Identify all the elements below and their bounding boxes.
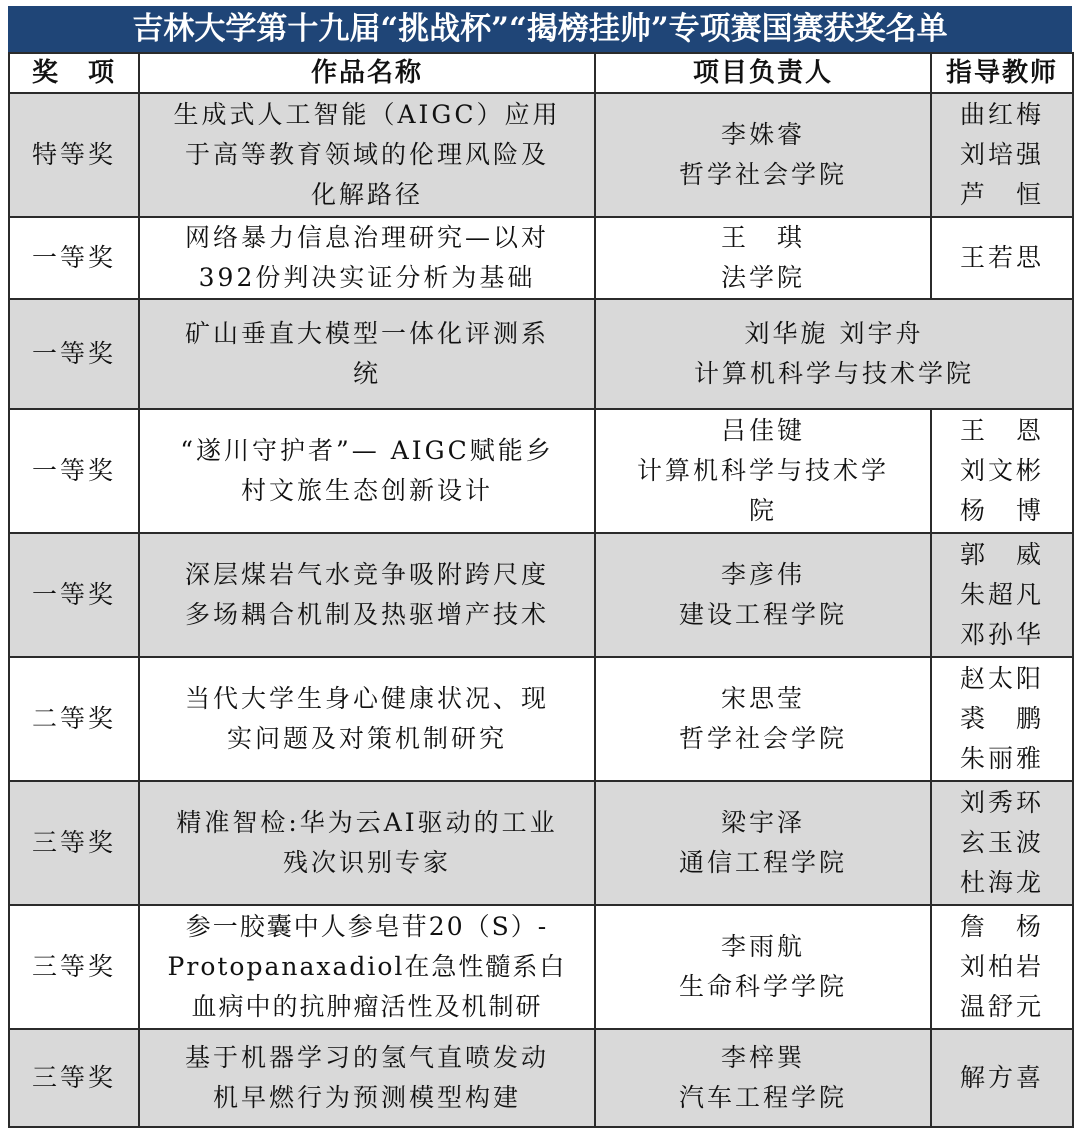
work-line: 当代大学生身心健康状况、现 xyxy=(184,684,549,713)
leader-name: 王 琪 xyxy=(720,223,805,252)
table-row xyxy=(9,217,1073,299)
teacher-name: 刘文彬 xyxy=(959,456,1044,485)
leader-college: 通信工程学院 xyxy=(678,848,847,877)
work-line: 精准智检:华为云AI驱动的工业 xyxy=(176,808,558,837)
teacher-name: 刘秀环 xyxy=(959,788,1044,817)
award-cell: 二等奖 xyxy=(9,657,139,781)
table-row xyxy=(9,781,1073,905)
award-cell: 一等奖 xyxy=(9,533,139,657)
work-cell xyxy=(139,533,595,657)
work-line: 化解路径 xyxy=(310,180,423,209)
teacher-name: 温舒元 xyxy=(959,992,1044,1021)
leader-cell xyxy=(595,533,931,657)
teacher-name: 玄玉波 xyxy=(959,828,1044,857)
work-line: 矿山垂直大模型一体化评测系 xyxy=(184,319,549,348)
leader-name: 李雨航 xyxy=(720,932,805,961)
teacher-name: 芦 恒 xyxy=(959,180,1044,209)
header-row xyxy=(9,53,1073,93)
work-line: 村文旅生态创新设计 xyxy=(240,476,493,505)
leader-cell xyxy=(595,93,931,217)
teacher-name: 裘 鹏 xyxy=(959,704,1044,733)
teacher-cell xyxy=(931,93,1073,217)
teacher-cell xyxy=(931,781,1073,905)
leader-college: 计算机科学与技术学院 xyxy=(693,359,974,388)
work-cell xyxy=(139,657,595,781)
teacher-name: 王若思 xyxy=(959,243,1044,272)
teacher-name: 邓孙华 xyxy=(959,620,1044,649)
teacher-name: 赵太阳 xyxy=(959,664,1044,693)
work-cell xyxy=(139,781,595,905)
teacher-cell xyxy=(931,905,1073,1029)
award-cell: 一等奖 xyxy=(9,217,139,299)
header-leader: 项目负责人 xyxy=(595,53,931,93)
work-line: 血病中的抗肿瘤活性及机制研 xyxy=(191,992,543,1021)
work-line: 多场耦合机制及热驱增产技术 xyxy=(184,600,549,629)
teacher-name: 解方喜 xyxy=(959,1063,1044,1092)
work-cell xyxy=(139,93,595,217)
teacher-name: 朱丽雅 xyxy=(959,744,1044,773)
table-row xyxy=(9,657,1073,781)
leader-name: 李彦伟 xyxy=(720,560,805,589)
work-cell xyxy=(139,1029,595,1127)
teacher-name: 刘柏岩 xyxy=(959,952,1044,981)
table-row xyxy=(9,905,1073,1029)
work-line: 生成式人工智能（AIGC）应用 xyxy=(173,100,561,129)
teacher-cell xyxy=(931,533,1073,657)
leader-college: 建设工程学院 xyxy=(678,600,847,629)
award-cell: 特等奖 xyxy=(9,93,139,217)
work-line: 残次识别专家 xyxy=(282,848,451,877)
teacher-cell xyxy=(931,657,1073,781)
teacher-cell xyxy=(931,1029,1073,1127)
leader-college: 生命科学学院 xyxy=(678,972,847,1001)
table-row xyxy=(9,533,1073,657)
header-work: 作品名称 xyxy=(139,53,595,93)
work-line: 统 xyxy=(352,359,381,388)
work-line: 实问题及对策机制研究 xyxy=(226,724,507,753)
leader-cell xyxy=(595,217,931,299)
header-teacher: 指导教师 xyxy=(931,53,1073,93)
teacher-name: 杜海龙 xyxy=(959,868,1044,897)
work-cell xyxy=(139,905,595,1029)
teacher-name: 郭 威 xyxy=(959,540,1044,569)
leader-college: 院 xyxy=(748,496,777,525)
award-cell: 三等奖 xyxy=(9,905,139,1029)
award-cell: 三等奖 xyxy=(9,781,139,905)
teacher-cell xyxy=(931,217,1073,299)
leader-college: 汽车工程学院 xyxy=(678,1083,847,1112)
teacher-name: 杨 博 xyxy=(959,496,1044,525)
leader-college: 哲学社会学院 xyxy=(678,724,847,753)
leader-name: 李梓巽 xyxy=(720,1043,805,1072)
leader-cell xyxy=(595,409,931,533)
leader-name: 梁宇泽 xyxy=(720,808,805,837)
table-row xyxy=(9,1029,1073,1127)
table-row xyxy=(9,409,1073,533)
work-line: 基于机器学习的氢气直喷发动 xyxy=(184,1043,549,1072)
table-row xyxy=(9,93,1073,217)
awards-table xyxy=(8,52,1074,1128)
teacher-name: 曲红梅 xyxy=(959,100,1044,129)
leader-name: 宋思莹 xyxy=(720,684,805,713)
leader-college: 法学院 xyxy=(720,263,805,292)
work-line: “遂川守护者”— AIGC赋能乡 xyxy=(180,436,554,465)
award-cell: 一等奖 xyxy=(9,299,139,409)
award-cell: 三等奖 xyxy=(9,1029,139,1127)
work-line: 网络暴力信息治理研究—以对 xyxy=(184,223,549,252)
leader-cell xyxy=(595,657,931,781)
table-row xyxy=(9,299,1073,409)
leader-name: 吕佳键 xyxy=(720,416,805,445)
work-line: 机早燃行为预测模型构建 xyxy=(212,1083,521,1112)
teacher-name: 王 恩 xyxy=(959,416,1044,445)
page-title: 吉林大学第十九届“挑战杯”“揭榜挂帅”专项赛国赛获奖名单 xyxy=(8,6,1072,52)
leader-name: 刘华旎 刘宇舟 xyxy=(744,319,924,348)
work-line: 于高等教育领域的伦理风险及 xyxy=(184,140,549,169)
work-cell xyxy=(139,299,595,409)
work-cell xyxy=(139,217,595,299)
work-line: 深层煤岩气水竞争吸附跨尺度 xyxy=(184,560,549,589)
work-line: 392份判决实证分析为基础 xyxy=(198,263,536,292)
leader-cell xyxy=(595,299,1073,409)
leader-cell xyxy=(595,1029,931,1127)
teacher-name: 詹 杨 xyxy=(959,912,1044,941)
leader-college: 计算机科学与技术学 xyxy=(636,456,889,485)
work-line: Protopanaxadiol在急性髓系白 xyxy=(167,952,567,981)
leader-name: 李姝睿 xyxy=(720,120,805,149)
award-cell: 一等奖 xyxy=(9,409,139,533)
work-line: 参一胶囊中人参皂苷20（S）- xyxy=(185,912,549,941)
leader-cell xyxy=(595,905,931,1029)
header-award: 奖 项 xyxy=(9,53,139,93)
teacher-cell xyxy=(931,409,1073,533)
leader-cell xyxy=(595,781,931,905)
teacher-name: 朱超凡 xyxy=(959,580,1044,609)
teacher-name: 刘培强 xyxy=(959,140,1044,169)
leader-college: 哲学社会学院 xyxy=(678,160,847,189)
work-cell xyxy=(139,409,595,533)
